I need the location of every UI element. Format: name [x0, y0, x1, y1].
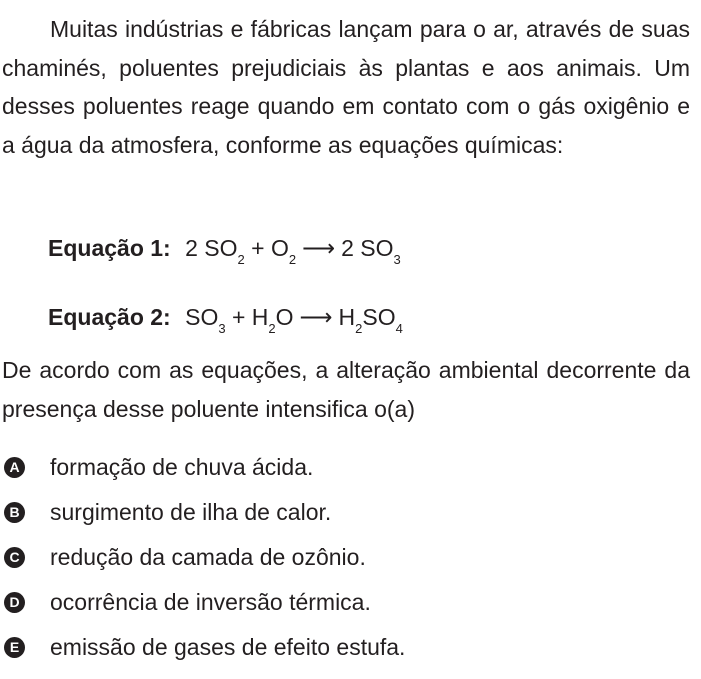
formula-subscript: 3 [218, 321, 226, 336]
option-c[interactable] [0, 540, 701, 585]
formula-subscript: 4 [395, 321, 403, 336]
formula-subscript: 2 [237, 252, 245, 267]
option-b-text: surgimento de ilha de calor. [50, 499, 332, 525]
option-c-text: redução da camada de ozônio. [50, 544, 366, 570]
formula-text: O [275, 304, 294, 330]
formula-subscript: 3 [393, 252, 401, 267]
equation-2 [48, 303, 403, 336]
option-a-text: formação de chuva ácida. [50, 454, 314, 480]
formula-text: + H [225, 304, 269, 330]
question-stem: De acordo com as equações, a alteração ambiental decorrente da presença desse poluente intensifica o(a) [2, 357, 690, 422]
option-a-badge-icon: A [4, 457, 25, 478]
equation-2-formula [185, 304, 403, 336]
option-d-text: ocorrência de inversão térmica. [50, 589, 371, 615]
formula-subscript: 2 [268, 321, 276, 336]
option-d-badge-icon: D [4, 592, 25, 613]
formula-subscript: 2 [288, 252, 297, 267]
equation-2-label: Equação 2: [48, 304, 171, 330]
option-e[interactable] [0, 630, 701, 675]
formula-text: 2 SO [341, 235, 394, 261]
reaction-arrow-icon: ⟶ [299, 304, 333, 330]
answer-options [0, 450, 701, 675]
equation-1 [48, 234, 401, 267]
equation-1-formula [185, 235, 401, 267]
option-a[interactable] [0, 450, 701, 495]
option-c-badge-icon: C [4, 547, 25, 568]
formula-subscript: 2 [355, 321, 363, 336]
reaction-arrow-icon: ⟶ [302, 235, 336, 261]
formula-text: + O [244, 235, 289, 261]
option-b-badge-icon: B [4, 502, 25, 523]
intro-paragraph: Muitas indústrias e fábricas lançam para o ar, através de suas chaminés, poluentes prejudiciais às plantas e aos animais. Um desses poluentes reage quando em contato com o gás oxigênio e a água da atmosfera, conforme as equações químicas: [2, 16, 690, 158]
equation-1-label: Equação 1: [48, 235, 171, 261]
formula-text: 2 SO [185, 235, 238, 261]
option-b[interactable] [0, 495, 701, 540]
formula-text: SO [185, 304, 219, 330]
formula-text: SO [362, 304, 396, 330]
option-e-text: emissão de gases de efeito estufa. [50, 634, 406, 660]
formula-text: H [338, 304, 356, 330]
option-e-badge-icon: E [4, 637, 25, 658]
option-d[interactable] [0, 585, 701, 630]
